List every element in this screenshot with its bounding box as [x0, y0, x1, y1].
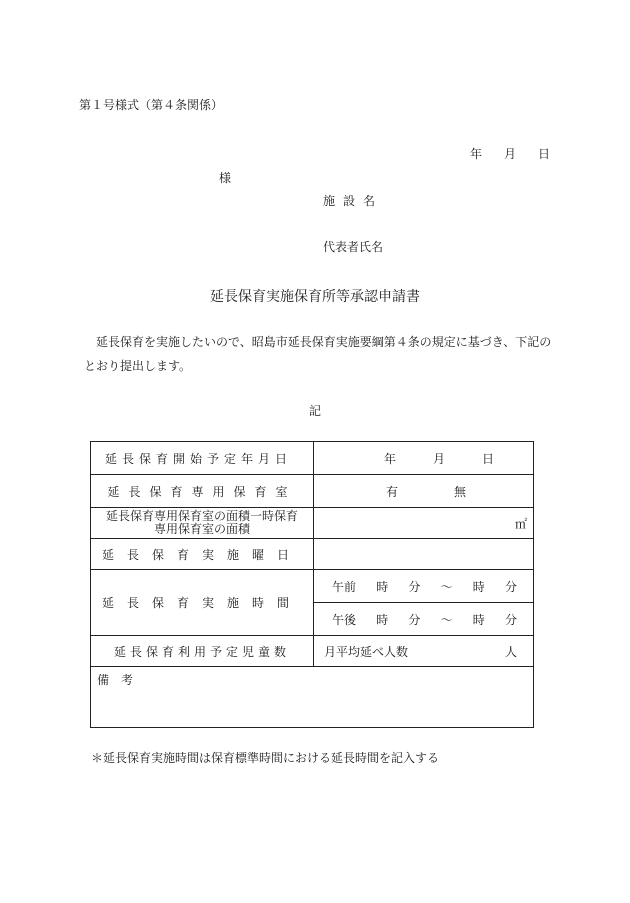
date-month: 月	[503, 147, 516, 161]
weekday-row	[91, 539, 534, 570]
form-number: 第１号様式（第４条関係）	[79, 98, 224, 112]
body-text: 延長保育を実施したいので、昭島市延長保育実施要綱第４条の規定に基づき、下記のとおり提出します。	[84, 335, 552, 373]
time-label-value: 延長保育実施時間	[101, 596, 302, 610]
weekday-label-value: 延長保育実施曜日	[101, 547, 302, 562]
children-value[interactable]	[314, 636, 534, 667]
remarks-label: 備 考	[97, 673, 134, 687]
start-date-label-value: 延長保育開始予定年月日	[105, 451, 293, 466]
weekday-label	[91, 539, 314, 570]
date-year: 年	[470, 147, 483, 161]
pm-label: 午後	[332, 612, 357, 627]
remarks-row	[91, 667, 534, 728]
time-am-value[interactable]	[314, 570, 534, 603]
has-none-options	[386, 483, 466, 500]
footnote: ＊延長保育実施時間は保育標準時間における延長時間を記入する	[91, 751, 440, 765]
time-pm-value[interactable]	[314, 603, 534, 636]
am-minute: 分	[408, 579, 421, 594]
facility-name-label: 施設名	[323, 194, 384, 208]
start-day: 日	[481, 451, 494, 466]
start-date-label-text	[97, 450, 307, 467]
start-date-label	[91, 442, 314, 475]
area-row	[91, 508, 534, 539]
start-date-value[interactable]	[314, 442, 534, 475]
children-label-value: 延長保育利用予定児童数	[113, 644, 290, 659]
start-month: 月	[432, 451, 445, 466]
dedicated-room-value[interactable]	[314, 475, 534, 508]
dedicated-room-label-value: 延長保育専用保育室	[107, 484, 297, 499]
am-label: 午前	[332, 579, 357, 594]
am-hour: 時	[376, 579, 389, 594]
weekday-value[interactable]	[314, 539, 534, 570]
option-none[interactable]: 無	[453, 484, 466, 499]
pm-end-hour: 時	[472, 612, 485, 627]
children-row	[91, 636, 534, 667]
option-has[interactable]: 有	[386, 484, 399, 499]
date-line	[470, 145, 550, 162]
children-fields	[320, 643, 527, 660]
start-date-row	[91, 442, 534, 475]
pm-tilde: ～	[440, 612, 453, 627]
am-tilde: ～	[440, 579, 453, 594]
start-date-fields	[384, 450, 494, 467]
time-pm-fields	[320, 611, 527, 628]
pm-minute: 分	[408, 612, 421, 627]
area-label	[91, 508, 314, 539]
pm-end-minute: 分	[504, 612, 517, 627]
pm-hour: 時	[376, 612, 389, 627]
time-am-fields	[320, 578, 527, 595]
monthly-average-label: 月平均延べ人数	[324, 644, 409, 659]
addressee-suffix: 様	[219, 171, 232, 185]
area-value[interactable]	[314, 508, 534, 539]
start-year: 年	[384, 451, 397, 466]
time-label	[91, 570, 314, 636]
representative-name-label: 代表者氏名	[323, 240, 384, 254]
time-am-row	[91, 570, 534, 603]
area-unit: ㎡	[514, 516, 527, 531]
application-table	[90, 441, 534, 728]
area-label-value: 延長保育専用保育室の面積一時保育専用保育室の面積	[105, 509, 298, 536]
date-day: 日	[537, 147, 550, 161]
ki-heading: 記	[309, 404, 322, 418]
am-end-hour: 時	[472, 579, 485, 594]
remarks-cell[interactable]	[91, 667, 534, 728]
dedicated-room-row	[91, 475, 534, 508]
person-unit: 人	[504, 644, 517, 659]
dedicated-room-label	[91, 475, 314, 508]
children-label	[91, 636, 314, 667]
am-end-minute: 分	[504, 579, 517, 594]
document-title: 延長保育実施保育所等承認申請書	[210, 289, 420, 305]
